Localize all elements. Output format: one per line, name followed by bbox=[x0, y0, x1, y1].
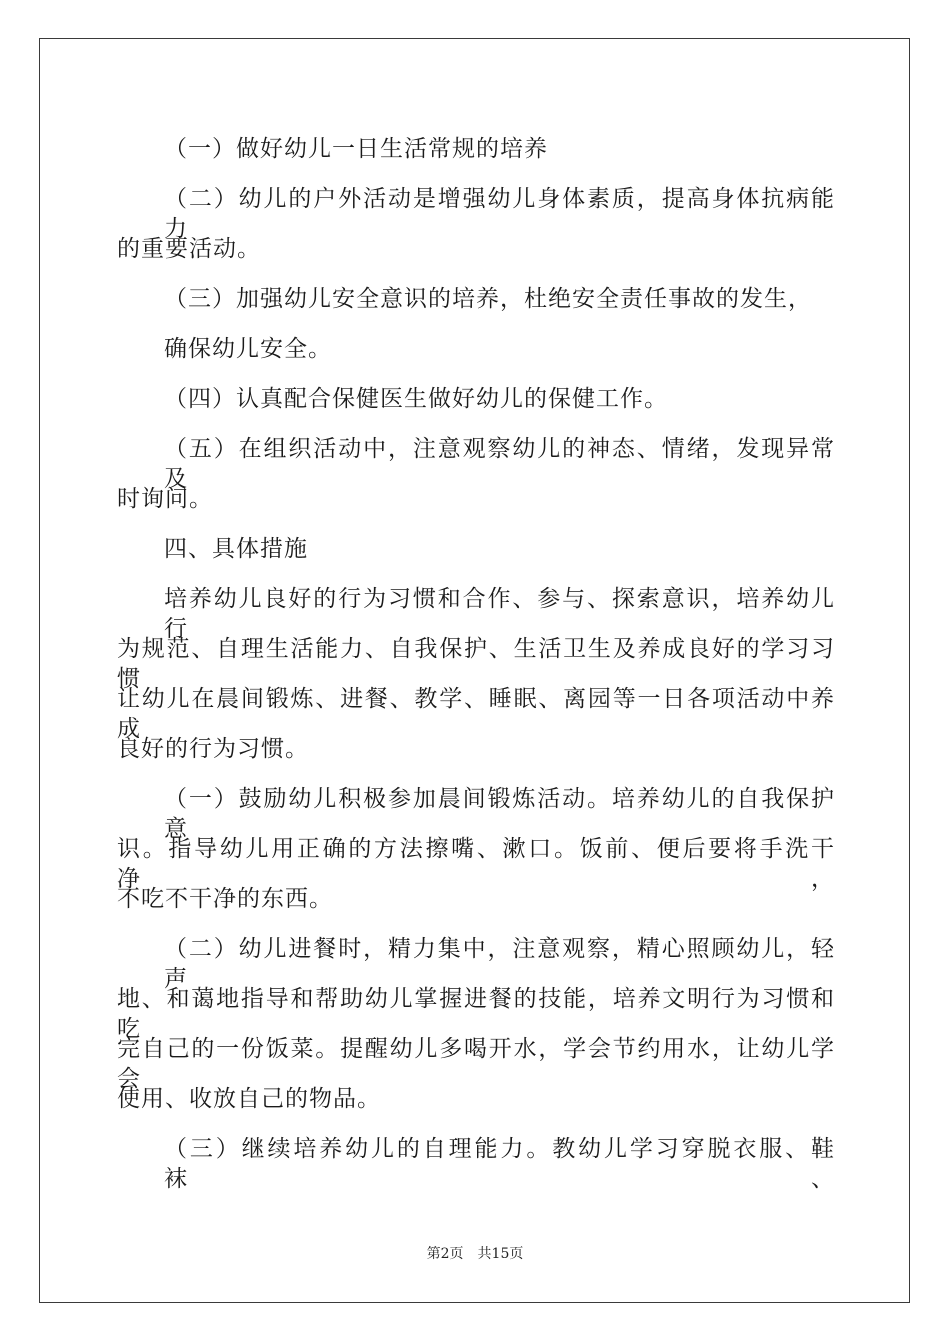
paragraph-line: （二）幼儿进餐时，精力集中，注意观察，精心照顾幼儿，轻声 bbox=[164, 936, 835, 992]
paragraph-line: 识。指导幼儿用正确的方法擦嘴、漱口。饭前、便后要将手洗干净， bbox=[117, 836, 835, 892]
page-footer bbox=[0, 1245, 950, 1263]
paragraph-line: （三）继续培养幼儿的自理能力。教幼儿学习穿脱衣服、鞋袜、 bbox=[164, 1136, 835, 1192]
paragraph-line: （三）加强幼儿安全意识的培养，杜绝安全责任事故的发生， bbox=[164, 286, 812, 312]
paragraph-line: （一）做好幼儿一日生活常规的培养 bbox=[164, 136, 548, 162]
paragraph-line: 时询问。 bbox=[117, 486, 213, 512]
section-heading: 四、具体措施 bbox=[164, 536, 308, 562]
paragraph-line: 不吃不干净的东西。 bbox=[117, 886, 333, 912]
paragraph-line: 地、和蔼地指导和帮助幼儿掌握进餐的技能，培养文明行为习惯和吃 bbox=[117, 986, 835, 1042]
paragraph-line: 良好的行为习惯。 bbox=[117, 736, 309, 762]
paragraph-line: （四）认真配合保健医生做好幼儿的保健工作。 bbox=[164, 386, 668, 412]
paragraph-line: 使用、收放自己的物品。 bbox=[117, 1086, 381, 1112]
paragraph-line: （五）在组织活动中，注意观察幼儿的神态、情绪，发现异常及 bbox=[164, 436, 835, 492]
paragraph-line: 为规范、自理生活能力、自我保护、生活卫生及养成良好的学习习惯 bbox=[117, 636, 835, 692]
paragraph-line: 让幼儿在晨间锻炼、进餐、教学、睡眠、离园等一日各项活动中养成 bbox=[117, 686, 835, 742]
paragraph-line: 培养幼儿良好的行为习惯和合作、参与、探索意识，培养幼儿行 bbox=[164, 586, 835, 642]
page-total: 共15页 bbox=[477, 1246, 524, 1262]
paragraph-line: 确保幼儿安全。 bbox=[164, 336, 332, 362]
paragraph-line: 完自己的一份饭菜。提醒幼儿多喝开水，学会节约用水，让幼儿学会 bbox=[117, 1036, 835, 1092]
paragraph-line: （一）鼓励幼儿积极参加晨间锻炼活动。培养幼儿的自我保护意 bbox=[164, 786, 835, 842]
paragraph-line: 的重要活动。 bbox=[117, 236, 261, 262]
paragraph-line: （二）幼儿的户外活动是增强幼儿身体素质，提高身体抗病能力 bbox=[164, 186, 835, 242]
page-number: 第2页 bbox=[426, 1246, 464, 1262]
